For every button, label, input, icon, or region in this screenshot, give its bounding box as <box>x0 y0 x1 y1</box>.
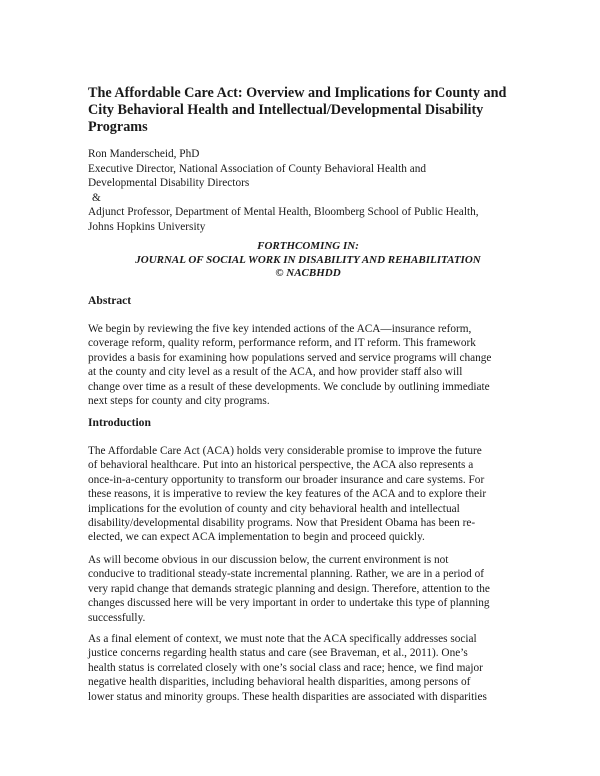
introduction-heading: Introduction <box>88 416 151 429</box>
paragraph-line: change over time as a result of these developments. We conclude by outlining immediate <box>88 380 490 393</box>
paragraph-line: successfully. <box>88 611 146 624</box>
forthcoming-notice <box>88 240 528 281</box>
paragraph-line: implications for the evolution of county and city behavioral health and intellectual <box>88 502 460 515</box>
paragraph-line: We begin by reviewing the five key intended actions of the ACA—insurance reform, <box>88 323 472 335</box>
author-affiliation-line: Developmental Disability Directors <box>88 177 250 189</box>
paragraph-line: provides a basis for examining how populations served and service programs will change <box>88 351 492 364</box>
author-affiliation-line: Johns Hopkins University <box>88 220 206 233</box>
paragraph-line: next steps for county and city programs. <box>88 395 270 408</box>
paragraph-line: health status is correlated closely with one’s social class and race; hence, we find major <box>88 661 483 674</box>
paragraph-line: disability/developmental disability programs. Now that President Obama has been re- <box>88 517 476 530</box>
author-affiliation-line: Adjunct Professor, Department of Mental Health, Bloomberg School of Public Health, <box>88 206 479 218</box>
paragraph-line: lower status and minority groups. These health disparities are associated with disparities <box>88 690 487 703</box>
intro-paragraph-2 <box>88 553 518 625</box>
paragraph-line: very rapid change that demands strategic planning and design. Therefore, attention to the <box>88 582 490 595</box>
paragraph-line: changes discussed here will be very important in order to undertake this type of planning <box>88 597 490 610</box>
document-title <box>88 85 528 136</box>
paragraph-line: As a final element of context, we must note that the ACA specifically addresses social <box>88 633 477 645</box>
abstract-paragraph <box>88 322 518 408</box>
paragraph-line: coverage reform, quality reform, performance reform, and IT reform. This framework <box>88 337 476 350</box>
paragraph-line: at the county and city level as a result of the ACA, and how provider staff also will <box>88 366 463 379</box>
paragraph-line: justice concerns regarding health status and care (see Braveman, et al., 2011). One’s <box>88 647 468 660</box>
paragraph-line: As will become obvious in our discussion below, the current environment is not <box>88 554 449 566</box>
title-line: Programs <box>88 119 148 135</box>
abstract-heading: Abstract <box>88 294 132 307</box>
paragraph-line: conducive to traditional steady-state incremental planning. Rather, we are in a period of <box>88 568 485 581</box>
title-line: The Affordable Care Act: Overview and Implications for County and <box>88 85 507 101</box>
author-block <box>88 147 518 234</box>
paragraph-line: of behavioral healthcare. Put into an historical perspective, the ACA also represents a <box>88 459 474 472</box>
author-affiliation-line: Executive Director, National Association of County Behavioral Health and <box>88 162 427 175</box>
journal-name: JOURNAL OF SOCIAL WORK IN DISABILITY AND REHABILITATION <box>135 253 481 266</box>
paragraph-line: these reasons, it is imperative to review the key features of the ACA and to explore their <box>88 488 487 501</box>
paragraph-line: elected, we can expect ACA implementation to begin and proceed quickly. <box>88 531 425 544</box>
title-line: City Behavioral Health and Intellectual/Developmental Disability <box>88 102 484 118</box>
intro-paragraph-3 <box>88 632 518 704</box>
author-ampersand: & <box>92 191 101 204</box>
paragraph-line: negative health disparities, including behavioral health disparities, among persons of <box>88 676 471 689</box>
paragraph-line: once-in-a-century opportunity to transform our broader insurance and care systems. For <box>88 473 485 486</box>
intro-paragraph-1 <box>88 444 518 545</box>
copyright-line: © NACBHDD <box>275 267 341 279</box>
paragraph-line: The Affordable Care Act (ACA) holds very considerable promise to improve the future <box>88 445 482 457</box>
forthcoming-line: FORTHCOMING IN: <box>257 240 359 252</box>
author-name: Ron Manderscheid, PhD <box>88 148 200 160</box>
